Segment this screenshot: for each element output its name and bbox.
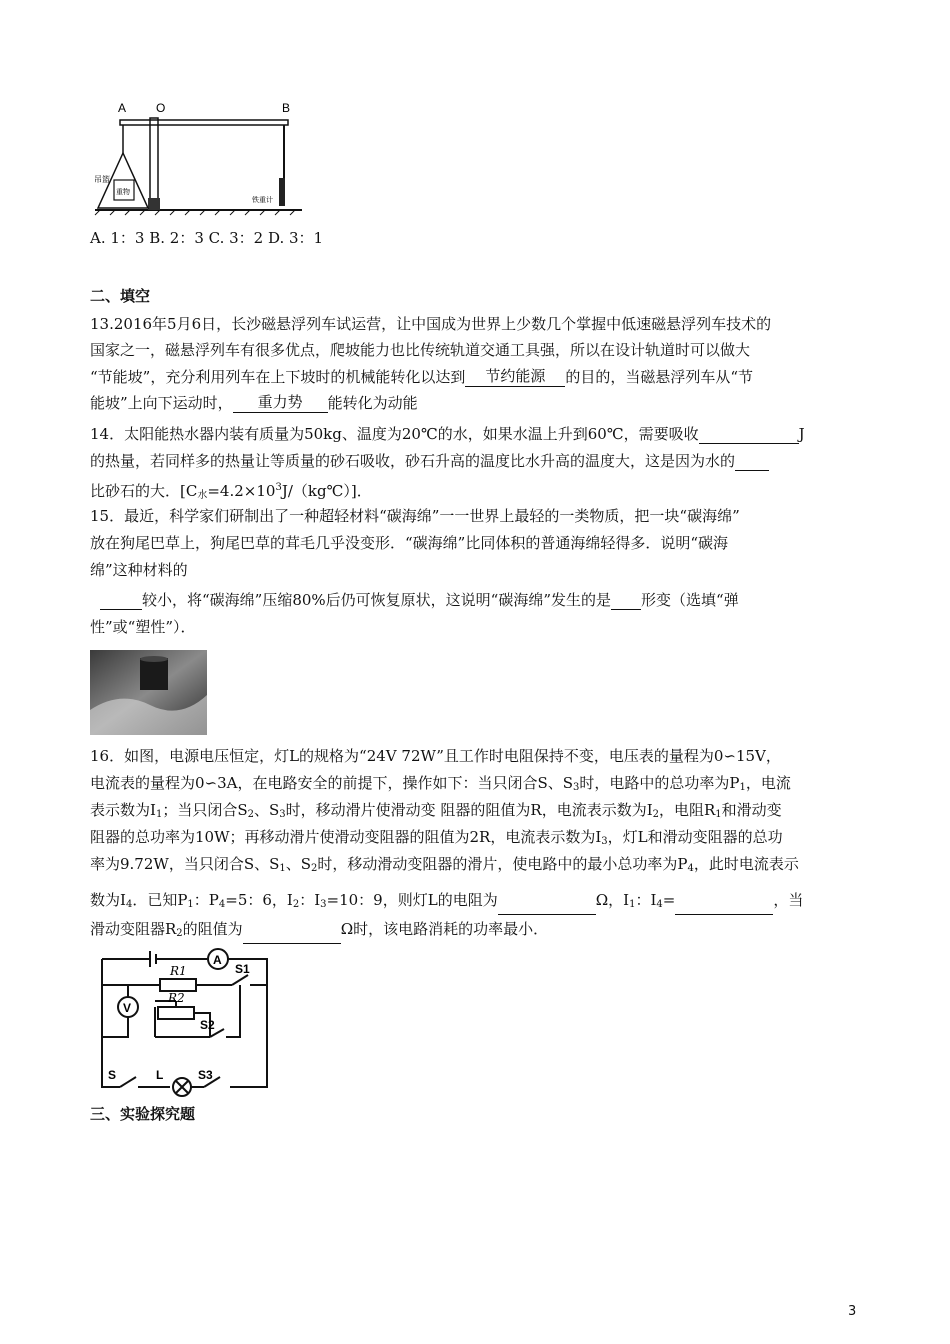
q13-line1: 13.2016年5月6日，长沙磁悬浮列车试运营，让中国成为世界上少数几个掌握中低速磁悬浮列车技术的 xyxy=(90,315,772,333)
q16-line1: 16．如图，电源电压恒定，灯L的规格为“24V 72W”且工作时电阻保持不变，电压表的量程为0∽15V， xyxy=(90,747,781,765)
q15-line4: 较小，将“碳海绵”压缩80%后仍可恢复原状，这说明“碳海绵”发生的是 形变（选填“弹 xyxy=(100,590,739,610)
q14-line3: 比砂石的大．$[C_水=4.2\times 10^3J/(kg℃)]$． xyxy=(90,482,372,501)
q14-blank2[interactable] xyxy=(735,452,769,471)
label-b: B xyxy=(282,101,291,115)
q16-line3: 表示数为$I_1$；当只闭合$S_2$、$S_3$时，移动滑片使滑动变 阻器的阻值为R，电流表示数为$I_2$，电阻$R_1$和滑动变 xyxy=(90,801,782,820)
label-s: S xyxy=(108,1068,117,1082)
q13-line2: 国家之一，磁悬浮列车有很多优点，爬坡能力也比传统轨道交通工具强，所以在设计轨道时可以做大 xyxy=(90,341,751,359)
label-ammeter: A xyxy=(213,953,222,967)
label-s2: S2 xyxy=(200,1018,215,1032)
q16-blank1[interactable] xyxy=(498,896,596,915)
section3-heading: 三、实验探究题 xyxy=(90,1105,196,1123)
circuit-diagram xyxy=(90,945,272,1105)
label-box: 重物 xyxy=(116,188,130,196)
q15-line1: 15．最近，科学家们研制出了一种超轻材料“碳海绵”一一世界上最轻的一类物质，把一块“碳海绵” xyxy=(90,507,740,525)
label-basket: 吊篮 xyxy=(94,175,110,184)
q16-line6: 数为$I_4$．已知$P_1$：$P_4=5$：6，$I_2$：$I_3=10$：9，则灯L的电阻为 Ω，$I_1$：$I_4=$ ，当 xyxy=(90,890,803,915)
label-r2: R2 xyxy=(168,991,185,1005)
q16-line5: 率为9.72W，当只闭合S、$S_1$、$S_2$时，移动滑动变阻器的滑片，使电路中的最小总功率为$P_4$，此时电流表示 xyxy=(90,855,799,874)
q15-line5: 性”或“塑性”）． xyxy=(90,618,196,636)
label-r1: R1 xyxy=(170,964,187,978)
q16-line7: 滑动变阻器$R_2$的阻值为 Ω时，该电路消耗的功率最小． xyxy=(90,919,548,944)
section2-heading: 二、填空 xyxy=(90,287,151,305)
q13-line4: 能坡”上向下运动时， 重力势 能转化为动能 xyxy=(90,393,418,412)
label-o: O xyxy=(156,101,166,115)
q14-line1: 14．太阳能热水器内装有质量为50kg、温度为20℃的水，如果水温上升到60℃，需要吸收 J xyxy=(90,425,805,443)
q15-blank1[interactable] xyxy=(100,591,142,610)
label-right: 铁重计 xyxy=(252,196,273,204)
q15-line3: 绵”这种材料的 xyxy=(90,561,188,579)
q16-blank2[interactable] xyxy=(675,896,773,915)
q16-line4: 阻器的总功率为10W；再移动滑片使滑动变阻器的阻值为2R，电流表示数为$I_3$，灯L和滑动变阻器的总功 xyxy=(90,828,783,847)
label-a: A xyxy=(118,101,127,115)
label-s3: S3 xyxy=(198,1068,213,1082)
label-voltmeter: V xyxy=(123,1001,132,1015)
q15-line2: 放在狗尾巴草上，狗尾巴草的茸毛几乎没变形．“碳海绵”比同体积的普通海绵轻得多．说明“碳海 xyxy=(90,534,729,552)
q13-answer1: 节约能源 xyxy=(465,366,565,387)
q15-blank2[interactable] xyxy=(611,591,641,610)
q13-line3: “节能坡”，充分利用列车在上下坡时的机械能转化以达到 节约能源 的目的，当磁悬浮列车从“节 xyxy=(90,367,754,386)
lever-figure xyxy=(90,98,305,216)
page-number: 3 xyxy=(848,1304,857,1319)
q16-line2: 电流表的量程为0∽3A，在电路安全的前提下，操作如下：当只闭合S、$S_3$时，电路中的总功率为$P_1$，电流 xyxy=(90,774,791,793)
label-s1: S1 xyxy=(235,962,250,976)
q13-answer2: 重力势 xyxy=(233,392,328,413)
q12-options: A. 1：3 B. 2：3 C. 3：2 D. 3：1 xyxy=(90,229,324,247)
carbon-sponge-photo xyxy=(90,650,207,735)
label-lamp: L xyxy=(156,1068,164,1082)
q14-line2: 的热量，若同样多的热量让等质量的砂石吸收，砂石升高的温度比水升高的温度大，这是因为水的 xyxy=(90,451,769,471)
q16-blank3[interactable] xyxy=(243,925,341,944)
q14-blank1[interactable] xyxy=(699,425,799,444)
